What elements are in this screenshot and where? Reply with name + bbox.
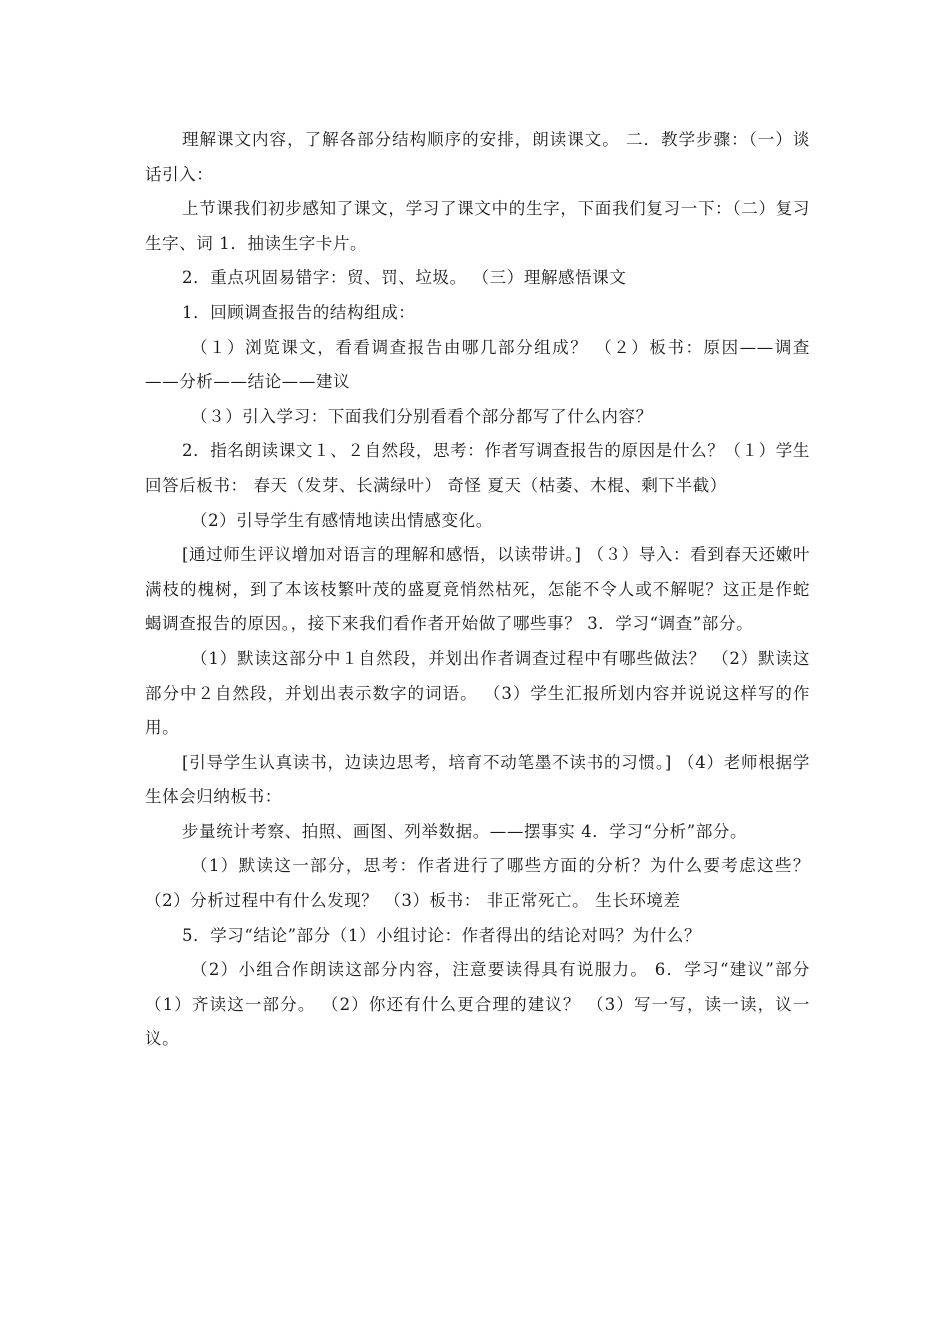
paragraph: 步量统计考察、拍照、画图、列举数据。——摆事实 4．学习“分析”部分。 [182, 821, 748, 841]
paragraph: 上节课我们初步感知了课文，学习了课文中的生字，下面我们复习一下：（二）复习生字、词 1．抽读生字卡片。 [145, 199, 810, 253]
paragraph: 5．学习“结论”部分（1）小组讨论：作者得出的结论对吗？为什么？ [182, 925, 702, 945]
paragraph: 2．指名朗读课文１、２自然段，思考：作者写调查报告的原因是什么？（１）学生回答后板书： 春天（发芽、长满绿叶） 奇怪 夏天（枯萎、木棍、剩下半截） [145, 441, 810, 495]
paragraph: 理解课文内容，了解各部分结构顺序的安排，朗读课文。 二．教学步骤：（一）谈话引入： [145, 130, 810, 184]
paragraph: （1）默读这一部分，思考：作者进行了哪些方面的分析？为什么要考虑这些？ （2）分析过程中有什么发现？ （3）板书： 非正常死亡。 生长环境差 [145, 856, 810, 911]
paragraph: 2．重点巩固易错字：贸、罚、垃圾。 （三）理解感悟课文 [182, 268, 627, 288]
paragraph: （2）引导学生有感情地读出情感变化。 [191, 510, 493, 530]
paragraph: （2）小组合作朗读这部分内容，注意要读得具有说服力。 6．学习“建议”部分 （1）齐读这一部分。 （2）你还有什么更合理的建议？ （3）写一写，读一读，议一议。 [145, 960, 810, 1049]
paragraph: （1）默读这部分中１自然段，并划出作者调查过程中有哪些做法？ （2）默读这部分中２自然段，并划出表示数字的词语。 （3）学生汇报所划内容并说说这样写的作用。 [145, 648, 810, 738]
paragraph: （１）浏览课文，看看调查报告由哪几部分组成？ （２）板书：原因——调查——分析——结论——建议 [145, 337, 810, 392]
paragraph: 1．回顾调查报告的结构组成： [182, 302, 416, 322]
paragraph: [通过师生评议增加对语言的理解和感悟，以读带讲。] （３）导入：看到春天还嫩叶满枝的槐树，到了本该枝繁叶茂的盛夏竟悄然枯死，怎能不令人或不解呢？这正是作蛇蝎调查报告的原因。，接下来我们看作者开始做了哪些事？ 3．学习“调查”部分。 [145, 545, 810, 634]
paragraph: [引导学生认真读书，边读边思考，培育不动笔墨不读书的习惯。] （4）老师根据学生体会归纳板书： [145, 752, 810, 807]
document-body [145, 123, 810, 1057]
paragraph: （３）引入学习：下面我们分别看看个部分都写了什么内容？ [191, 406, 653, 426]
